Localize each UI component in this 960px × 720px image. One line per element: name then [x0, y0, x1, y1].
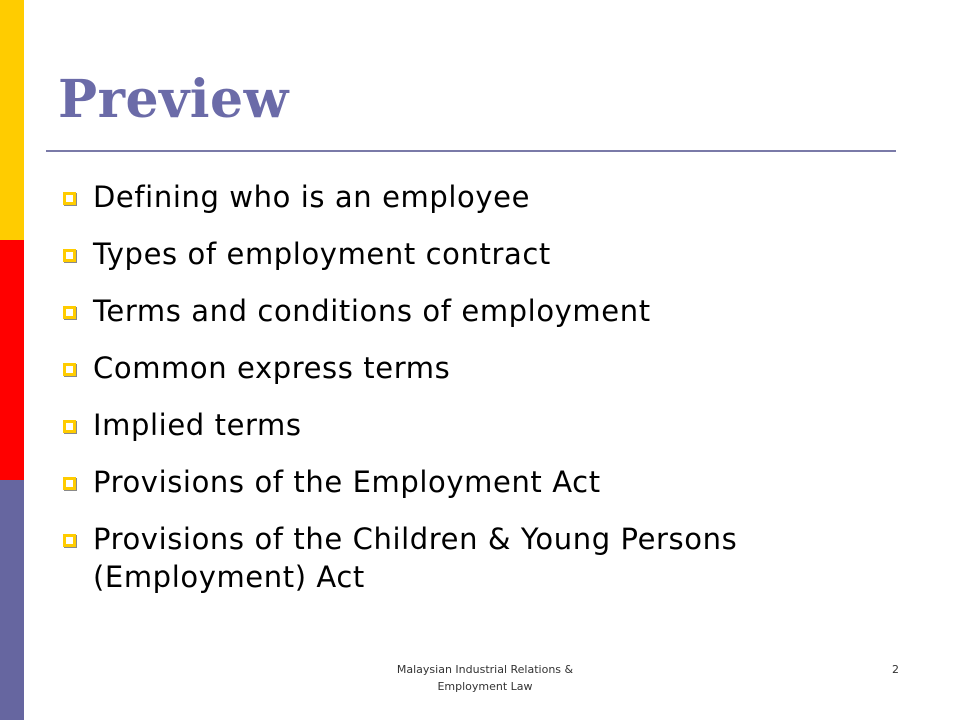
square-bullet-icon — [63, 249, 76, 262]
square-bullet-icon — [63, 534, 76, 547]
bullet-item — [62, 463, 922, 501]
square-bullet-icon — [63, 477, 76, 490]
slide-title: Preview — [58, 69, 289, 130]
footer-line-2: Employment Law — [437, 680, 533, 693]
bullet-list — [62, 178, 922, 596]
bullet-text: Defining who is an employee — [93, 180, 531, 214]
bullet-text: Terms and conditions of employment — [93, 294, 651, 328]
bullet-item — [62, 520, 922, 596]
square-bullet-icon — [63, 192, 76, 205]
page-number: 2 — [892, 663, 899, 676]
side-bar-purple — [0, 480, 24, 720]
square-bullet-icon — [63, 363, 76, 376]
bullet-text: Provisions of the Children & Young Persons (Employment) Act — [93, 522, 738, 594]
bullet-text: Common express terms — [93, 351, 451, 385]
bullet-item — [62, 406, 922, 444]
bullet-text: Types of employment contract — [93, 237, 551, 271]
bullet-text: Implied terms — [93, 408, 302, 442]
side-bar-red — [0, 240, 24, 480]
bullet-item — [62, 235, 922, 273]
square-bullet-icon — [63, 306, 76, 319]
bullet-text: Provisions of the Employment Act — [93, 465, 601, 499]
bullet-item — [62, 349, 922, 387]
square-bullet-icon — [63, 420, 76, 433]
bullet-item — [62, 292, 922, 330]
side-bar-yellow — [0, 0, 24, 240]
title-divider — [46, 150, 896, 152]
footer-line-1: Malaysian Industrial Relations & — [396, 663, 574, 676]
footer-text — [340, 661, 630, 695]
bullet-item — [62, 178, 922, 216]
